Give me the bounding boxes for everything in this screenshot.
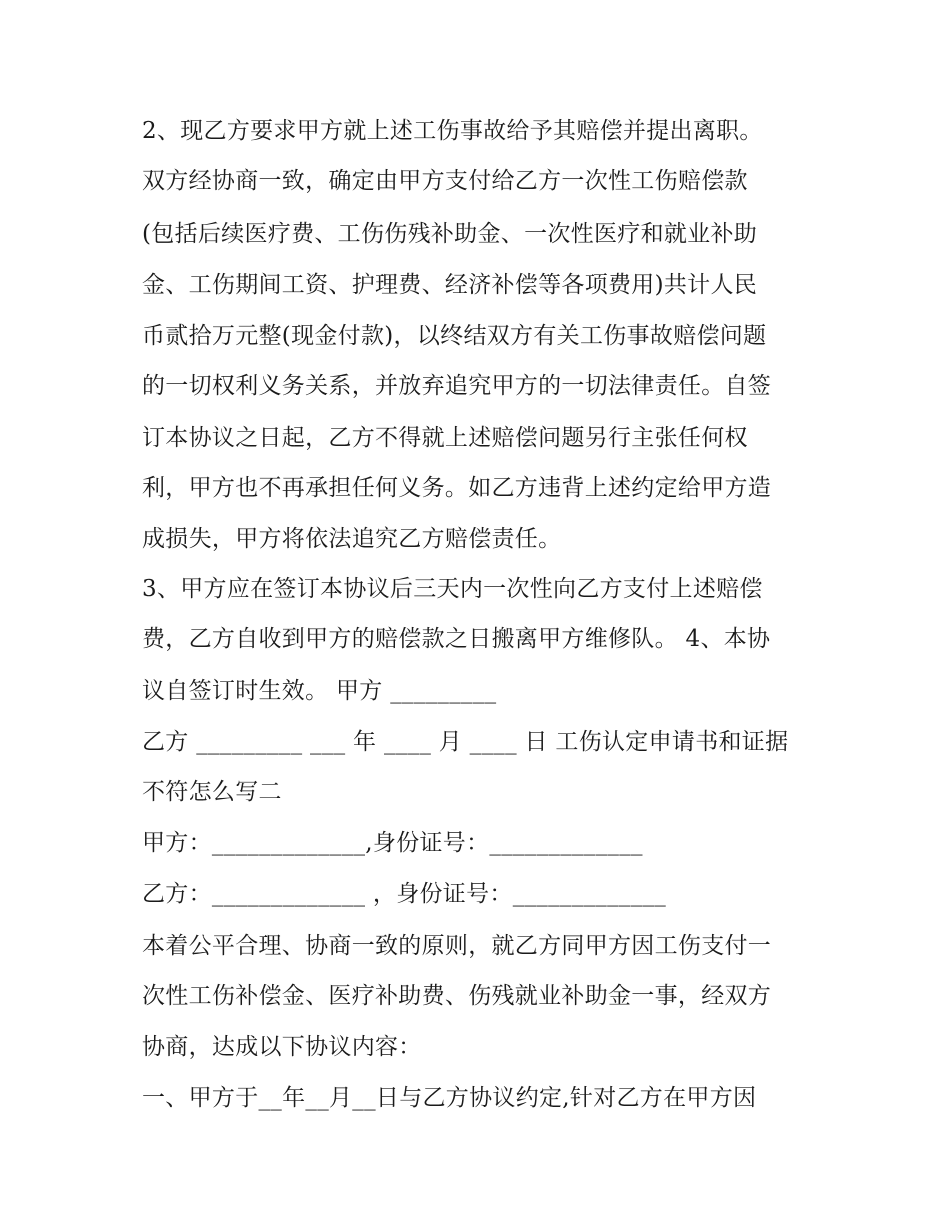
text-line: 币贰拾万元整(现金付款)，以终结双方有关工伤事故赔偿问题 — [142, 323, 767, 349]
text-line: 次性工伤补偿金、医疗补助费、伤残就业补助金一事，经双方 — [142, 983, 772, 1009]
text-line: 乙方：_____________ ，身份证号：_____________ — [142, 881, 667, 907]
text-line: 3、甲方应在签订本协议后三天内一次性向乙方支付上述赔偿 — [142, 576, 763, 602]
text-line: 2、现乙方要求甲方就上述工伤事故给予其赔偿并提出离职。 — [142, 118, 763, 144]
text-line: 本着公平合理、协商一致的原则，就乙方同甲方因工伤支付一 — [142, 933, 772, 959]
text-line: 金、工伤期间工资、护理费、经济补偿等各项费用)共计人民 — [142, 272, 758, 298]
text-line: 不符怎么写二 — [142, 779, 282, 805]
text-line: 乙方 _________ ___ 年 ____ 月 ____ 日 工伤认定申请书和证据 — [142, 729, 789, 755]
text-line: 订本协议之日起，乙方不得就上述赔偿问题另行主张任何权 — [142, 425, 748, 451]
text-line: 费，乙方自收到甲方的赔偿款之日搬离甲方维修队。 4、本协 — [142, 626, 771, 652]
text-line: 协商，达成以下协议内容： — [142, 1034, 422, 1060]
text-line: 议自签订时生效。 甲方 _________ — [142, 678, 497, 704]
text-line: 的一切权利义务关系，并放弃追究甲方的一切法律责任。自签 — [142, 373, 772, 399]
text-line: 双方经协商一致，确定由甲方支付给乙方一次性工伤赔偿款 — [142, 168, 748, 194]
text-line: 甲方：_____________,身份证号：_____________ — [142, 830, 643, 856]
text-line: (包括后续医疗费、工伤伤残补助金、一次性医疗和就业补助 — [142, 221, 758, 247]
text-line: 一、甲方于__年__月__日与乙方协议约定,针对乙方在甲方因 — [142, 1085, 757, 1111]
text-line: 成损失，甲方将依法追究乙方赔偿责任。 — [142, 526, 562, 552]
text-line: 利，甲方也不再承担任何义务。如乙方违背上述约定给甲方造 — [142, 475, 772, 501]
